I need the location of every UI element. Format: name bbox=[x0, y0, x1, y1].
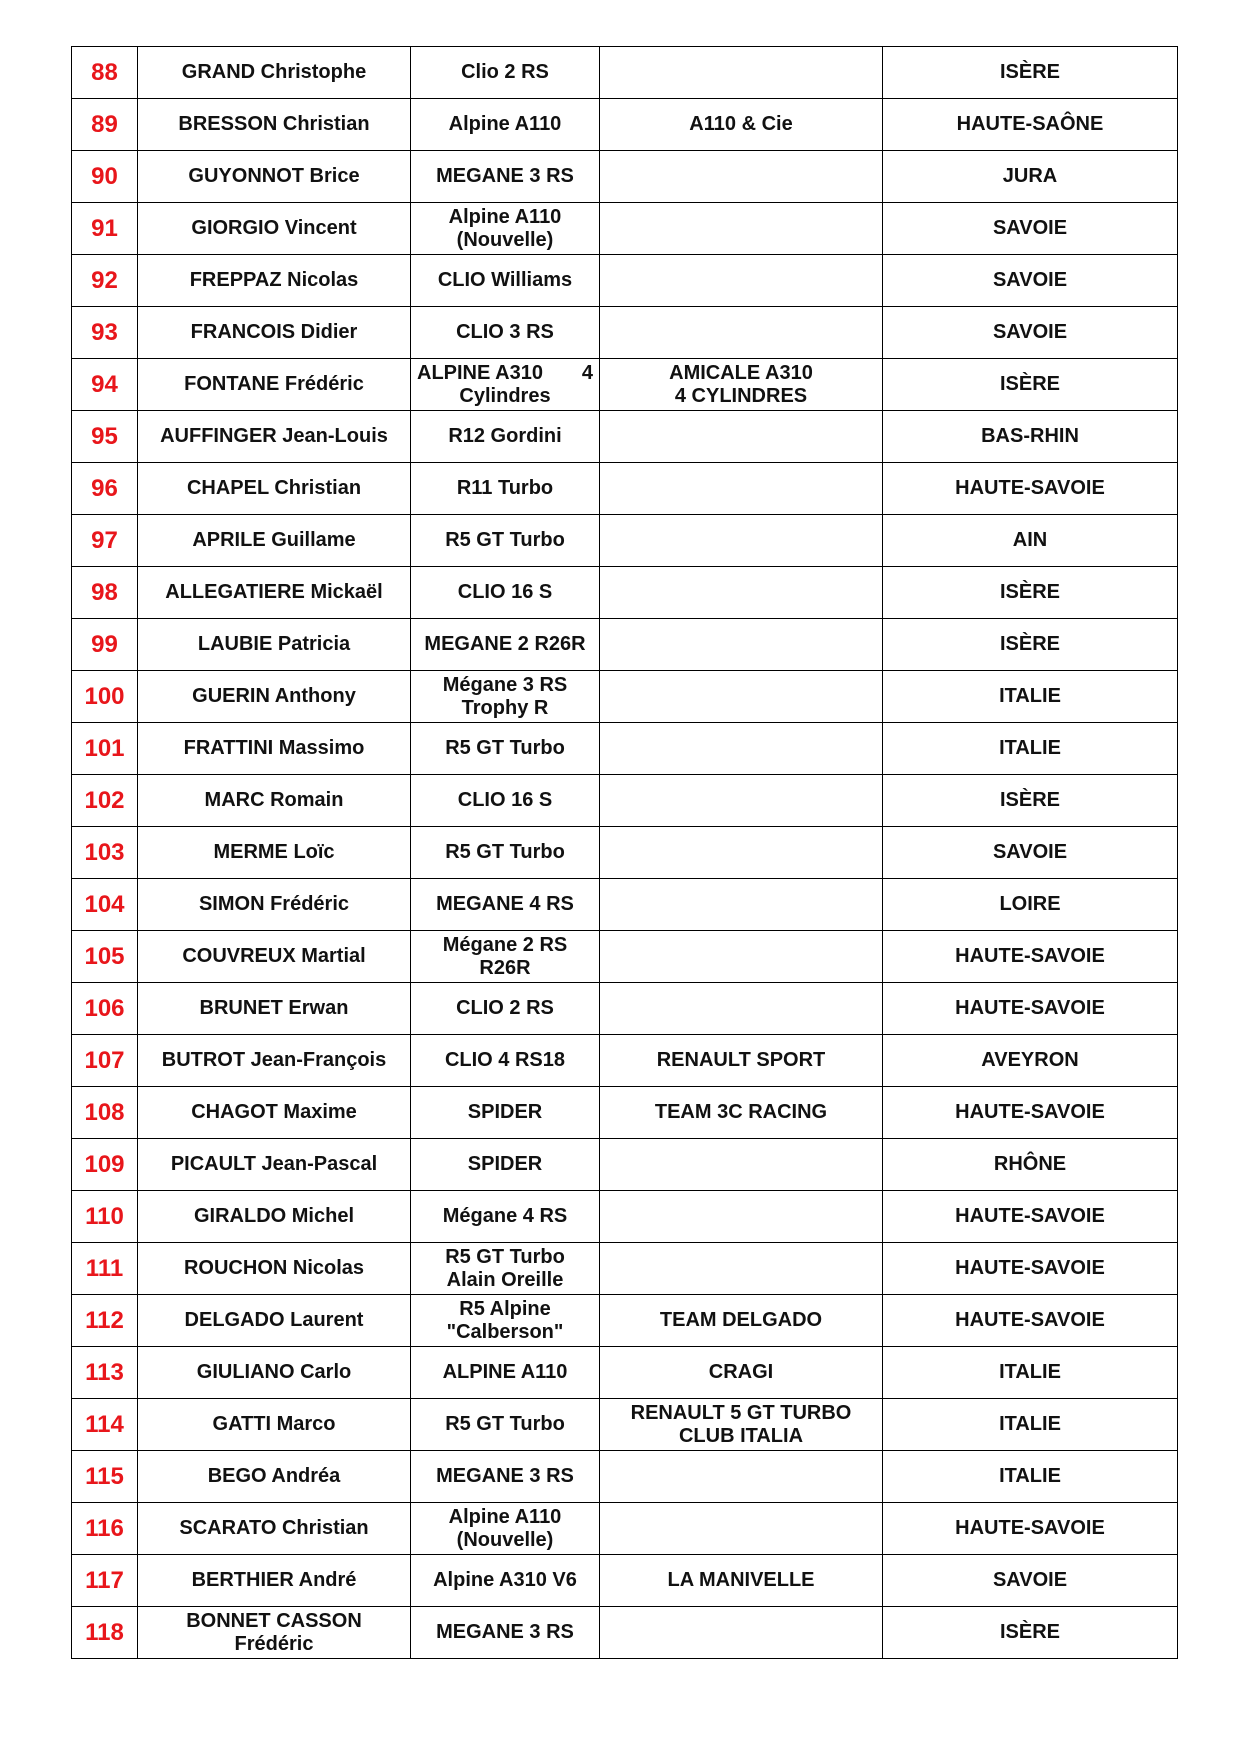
car-model: MEGANE 2 R26R bbox=[411, 619, 600, 671]
entry-number: 92 bbox=[72, 255, 138, 307]
region-name: ISÈRE bbox=[883, 47, 1178, 99]
region-name: HAUTE-SAVOIE bbox=[883, 1087, 1178, 1139]
entry-number: 114 bbox=[72, 1399, 138, 1451]
region-name: SAVOIE bbox=[883, 827, 1178, 879]
car-model: Mégane 3 RS Trophy R bbox=[411, 671, 600, 723]
region-name: HAUTE-SAVOIE bbox=[883, 1503, 1178, 1555]
table-row bbox=[72, 619, 1178, 671]
driver-name: BRUNET Erwan bbox=[138, 983, 411, 1035]
entry-number: 96 bbox=[72, 463, 138, 515]
entry-number: 90 bbox=[72, 151, 138, 203]
driver-name: GIORGIO Vincent bbox=[138, 203, 411, 255]
table-row bbox=[72, 1607, 1178, 1659]
car-model: MEGANE 4 RS bbox=[411, 879, 600, 931]
region-name: ISÈRE bbox=[883, 567, 1178, 619]
driver-name: BRESSON Christian bbox=[138, 99, 411, 151]
club-name bbox=[600, 1607, 883, 1659]
driver-name: GUYONNOT Brice bbox=[138, 151, 411, 203]
entry-number: 88 bbox=[72, 47, 138, 99]
driver-name: GUERIN Anthony bbox=[138, 671, 411, 723]
region-name: ITALIE bbox=[883, 723, 1178, 775]
entry-number: 102 bbox=[72, 775, 138, 827]
region-name: HAUTE-SAVOIE bbox=[883, 1295, 1178, 1347]
entry-number: 117 bbox=[72, 1555, 138, 1607]
driver-name: COUVREUX Martial bbox=[138, 931, 411, 983]
entry-number: 93 bbox=[72, 307, 138, 359]
table-row bbox=[72, 1503, 1178, 1555]
car-model: MEGANE 3 RS bbox=[411, 1451, 600, 1503]
driver-name: CHAGOT Maxime bbox=[138, 1087, 411, 1139]
club-name: LA MANIVELLE bbox=[600, 1555, 883, 1607]
driver-name: ROUCHON Nicolas bbox=[138, 1243, 411, 1295]
entry-number: 106 bbox=[72, 983, 138, 1035]
region-name: ISÈRE bbox=[883, 1607, 1178, 1659]
entry-number: 101 bbox=[72, 723, 138, 775]
car-model: R5 GT Turbo bbox=[411, 723, 600, 775]
club-name bbox=[600, 411, 883, 463]
car-model: R5 GT Turbo bbox=[411, 1399, 600, 1451]
entry-number: 111 bbox=[72, 1243, 138, 1295]
car-model: R5 GT Turbo Alain Oreille bbox=[411, 1243, 600, 1295]
club-name bbox=[600, 619, 883, 671]
driver-name: FRATTINI Massimo bbox=[138, 723, 411, 775]
table-row bbox=[72, 1347, 1178, 1399]
region-name: HAUTE-SAÔNE bbox=[883, 99, 1178, 151]
table-row bbox=[72, 983, 1178, 1035]
car-model: R5 GT Turbo bbox=[411, 515, 600, 567]
driver-name: GIRALDO Michel bbox=[138, 1191, 411, 1243]
table-row bbox=[72, 879, 1178, 931]
table-row bbox=[72, 1035, 1178, 1087]
table-row bbox=[72, 827, 1178, 879]
driver-name: CHAPEL Christian bbox=[138, 463, 411, 515]
region-name: SAVOIE bbox=[883, 1555, 1178, 1607]
entry-number: 105 bbox=[72, 931, 138, 983]
club-name: TEAM DELGADO bbox=[600, 1295, 883, 1347]
entry-number: 98 bbox=[72, 567, 138, 619]
car-model-part: Cylindres bbox=[459, 384, 551, 407]
club-name bbox=[600, 307, 883, 359]
club-name: TEAM 3C RACING bbox=[600, 1087, 883, 1139]
entry-number: 112 bbox=[72, 1295, 138, 1347]
driver-name: GIULIANO Carlo bbox=[138, 1347, 411, 1399]
car-model: Clio 2 RS bbox=[411, 47, 600, 99]
club-name bbox=[600, 827, 883, 879]
driver-name: MARC Romain bbox=[138, 775, 411, 827]
table-row bbox=[72, 255, 1178, 307]
entry-number: 95 bbox=[72, 411, 138, 463]
club-name: RENAULT SPORT bbox=[600, 1035, 883, 1087]
driver-name: DELGADO Laurent bbox=[138, 1295, 411, 1347]
entry-number: 91 bbox=[72, 203, 138, 255]
table-row bbox=[72, 151, 1178, 203]
entries-body bbox=[72, 47, 1178, 1659]
car-model: R5 GT Turbo bbox=[411, 827, 600, 879]
car-model: Mégane 2 RS R26R bbox=[411, 931, 600, 983]
car-model: MEGANE 3 RS bbox=[411, 151, 600, 203]
entry-number: 100 bbox=[72, 671, 138, 723]
car-model: CLIO 16 S bbox=[411, 775, 600, 827]
entry-number: 89 bbox=[72, 99, 138, 151]
entry-number: 107 bbox=[72, 1035, 138, 1087]
entry-number: 97 bbox=[72, 515, 138, 567]
region-name: SAVOIE bbox=[883, 255, 1178, 307]
club-name bbox=[600, 1243, 883, 1295]
region-name: HAUTE-SAVOIE bbox=[883, 983, 1178, 1035]
region-name: ISÈRE bbox=[883, 775, 1178, 827]
driver-name: MERME Loïc bbox=[138, 827, 411, 879]
driver-name: BONNET CASSON Frédéric bbox=[138, 1607, 411, 1659]
car-model: SPIDER bbox=[411, 1087, 600, 1139]
table-row bbox=[72, 931, 1178, 983]
driver-name: APRILE Guillame bbox=[138, 515, 411, 567]
entries-table bbox=[71, 46, 1178, 1659]
car-model: Alpine A110 (Nouvelle) bbox=[411, 203, 600, 255]
entry-number: 94 bbox=[72, 359, 138, 411]
table-row bbox=[72, 567, 1178, 619]
car-model-part: ALPINE A310 bbox=[417, 361, 543, 384]
club-name bbox=[600, 775, 883, 827]
club-name bbox=[600, 983, 883, 1035]
entry-number: 103 bbox=[72, 827, 138, 879]
table-row bbox=[72, 99, 1178, 151]
region-name: ITALIE bbox=[883, 1399, 1178, 1451]
car-model: CLIO Williams bbox=[411, 255, 600, 307]
car-model: MEGANE 3 RS bbox=[411, 1607, 600, 1659]
club-name: AMICALE A310 4 CYLINDRES bbox=[600, 359, 883, 411]
club-name bbox=[600, 723, 883, 775]
table-row bbox=[72, 203, 1178, 255]
club-name bbox=[600, 567, 883, 619]
club-name bbox=[600, 1191, 883, 1243]
driver-name: GATTI Marco bbox=[138, 1399, 411, 1451]
club-name bbox=[600, 463, 883, 515]
club-name bbox=[600, 1451, 883, 1503]
region-name: LOIRE bbox=[883, 879, 1178, 931]
car-model: CLIO 16 S bbox=[411, 567, 600, 619]
table-row bbox=[72, 307, 1178, 359]
entry-number: 109 bbox=[72, 1139, 138, 1191]
car-model: R5 Alpine "Calberson" bbox=[411, 1295, 600, 1347]
club-name bbox=[600, 151, 883, 203]
club-name bbox=[600, 671, 883, 723]
driver-name: FONTANE Frédéric bbox=[138, 359, 411, 411]
region-name: RHÔNE bbox=[883, 1139, 1178, 1191]
driver-name: FRANCOIS Didier bbox=[138, 307, 411, 359]
table-row bbox=[72, 1295, 1178, 1347]
entry-number: 116 bbox=[72, 1503, 138, 1555]
table-row bbox=[72, 1399, 1178, 1451]
region-name: HAUTE-SAVOIE bbox=[883, 1191, 1178, 1243]
region-name: ISÈRE bbox=[883, 359, 1178, 411]
region-name: BAS-RHIN bbox=[883, 411, 1178, 463]
club-name bbox=[600, 515, 883, 567]
club-name bbox=[600, 879, 883, 931]
entry-number: 110 bbox=[72, 1191, 138, 1243]
car-model: R12 Gordini bbox=[411, 411, 600, 463]
driver-name: AUFFINGER Jean-Louis bbox=[138, 411, 411, 463]
club-name: A110 & Cie bbox=[600, 99, 883, 151]
entry-number: 118 bbox=[72, 1607, 138, 1659]
table-row bbox=[72, 515, 1178, 567]
car-model: SPIDER bbox=[411, 1139, 600, 1191]
car-model: CLIO 2 RS bbox=[411, 983, 600, 1035]
car-model: Mégane 4 RS bbox=[411, 1191, 600, 1243]
car-model: Alpine A110 bbox=[411, 99, 600, 151]
region-name: ISÈRE bbox=[883, 619, 1178, 671]
table-row bbox=[72, 671, 1178, 723]
car-model: ALPINE A110 bbox=[411, 1347, 600, 1399]
car-model: CLIO 4 RS18 bbox=[411, 1035, 600, 1087]
driver-name: FREPPAZ Nicolas bbox=[138, 255, 411, 307]
table-row bbox=[72, 1087, 1178, 1139]
entry-number: 99 bbox=[72, 619, 138, 671]
table-row bbox=[72, 1555, 1178, 1607]
car-model-part: 4 bbox=[581, 361, 593, 384]
region-name: ITALIE bbox=[883, 1451, 1178, 1503]
driver-name: BEGO Andréa bbox=[138, 1451, 411, 1503]
driver-name: PICAULT Jean-Pascal bbox=[138, 1139, 411, 1191]
region-name: AVEYRON bbox=[883, 1035, 1178, 1087]
table-row bbox=[72, 463, 1178, 515]
car-model: Alpine A310 V6 bbox=[411, 1555, 600, 1607]
table-row bbox=[72, 1451, 1178, 1503]
region-name: SAVOIE bbox=[883, 307, 1178, 359]
region-name: AIN bbox=[883, 515, 1178, 567]
table-row bbox=[72, 1139, 1178, 1191]
region-name: ITALIE bbox=[883, 671, 1178, 723]
entry-number: 113 bbox=[72, 1347, 138, 1399]
club-name bbox=[600, 255, 883, 307]
table-row bbox=[72, 47, 1178, 99]
table-row bbox=[72, 723, 1178, 775]
region-name: SAVOIE bbox=[883, 203, 1178, 255]
club-name bbox=[600, 203, 883, 255]
table-row bbox=[72, 1191, 1178, 1243]
driver-name: LAUBIE Patricia bbox=[138, 619, 411, 671]
region-name: HAUTE-SAVOIE bbox=[883, 463, 1178, 515]
club-name: RENAULT 5 GT TURBO CLUB ITALIA bbox=[600, 1399, 883, 1451]
region-name: JURA bbox=[883, 151, 1178, 203]
car-model: Alpine A110 (Nouvelle) bbox=[411, 1503, 600, 1555]
club-name bbox=[600, 931, 883, 983]
region-name: HAUTE-SAVOIE bbox=[883, 931, 1178, 983]
table-row bbox=[72, 359, 1178, 411]
region-name: ITALIE bbox=[883, 1347, 1178, 1399]
driver-name: BERTHIER André bbox=[138, 1555, 411, 1607]
driver-name: BUTROT Jean-François bbox=[138, 1035, 411, 1087]
table-row bbox=[72, 411, 1178, 463]
car-model: CLIO 3 RS bbox=[411, 307, 600, 359]
driver-name: ALLEGATIERE Mickaël bbox=[138, 567, 411, 619]
club-name bbox=[600, 1503, 883, 1555]
table-row bbox=[72, 1243, 1178, 1295]
club-name: CRAGI bbox=[600, 1347, 883, 1399]
club-name bbox=[600, 47, 883, 99]
entry-number: 104 bbox=[72, 879, 138, 931]
entry-number: 115 bbox=[72, 1451, 138, 1503]
driver-name: GRAND Christophe bbox=[138, 47, 411, 99]
entry-number: 108 bbox=[72, 1087, 138, 1139]
region-name: HAUTE-SAVOIE bbox=[883, 1243, 1178, 1295]
table-row bbox=[72, 775, 1178, 827]
car-model bbox=[411, 359, 600, 411]
car-model: R11 Turbo bbox=[411, 463, 600, 515]
club-name bbox=[600, 1139, 883, 1191]
driver-name: SIMON Frédéric bbox=[138, 879, 411, 931]
driver-name: SCARATO Christian bbox=[138, 1503, 411, 1555]
